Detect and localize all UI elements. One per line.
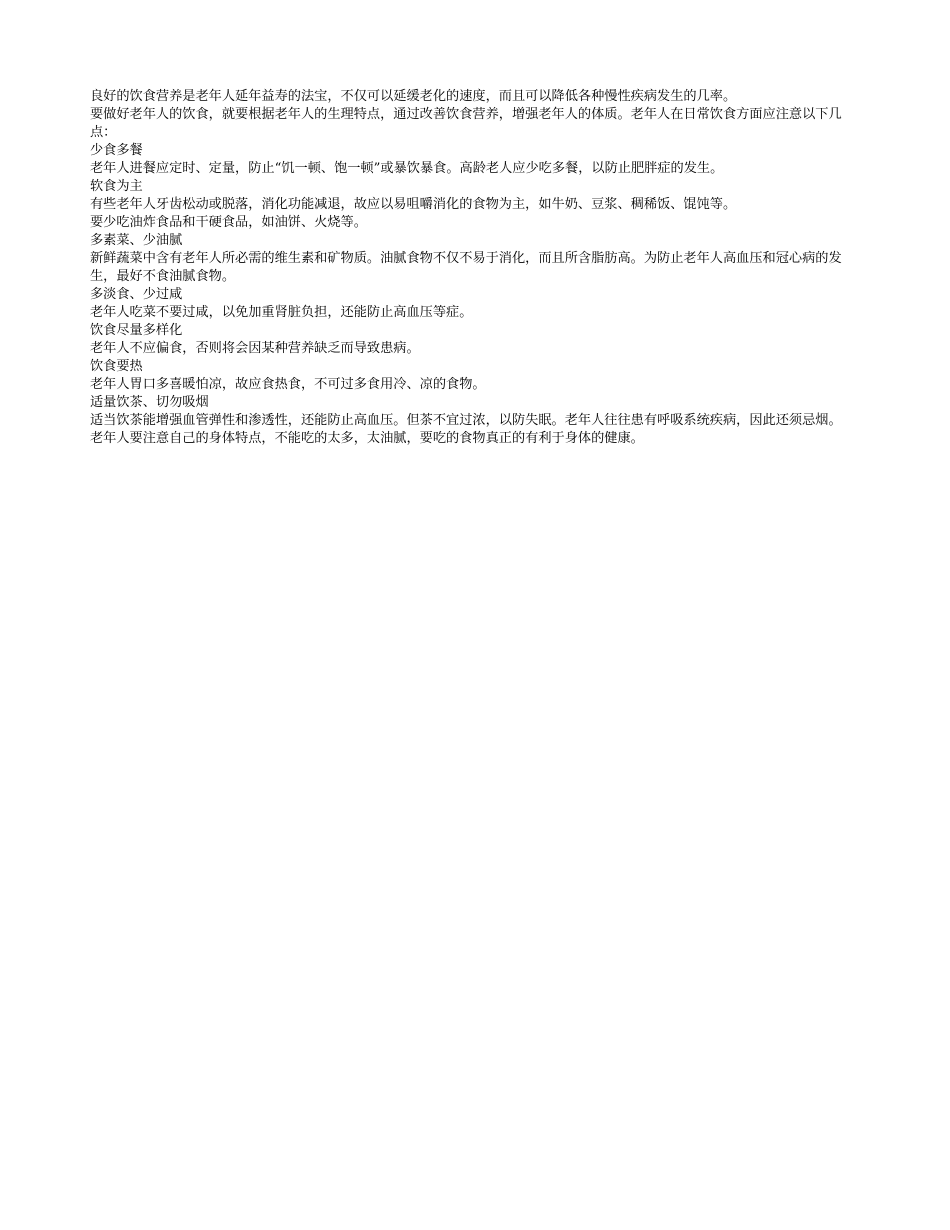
intro-paragraph-2: 要做好老年人的饮食，就要根据老年人的生理特点，通过改善饮食营养，增强老年人的体质。老年人在日常饮食方面应注意以下几点：	[90, 107, 842, 140]
section-heading-1: 少食多餐	[90, 143, 143, 158]
section-body-2b: 要少吃油炸食品和干硬食品，如油饼、火烧等。	[90, 215, 367, 230]
section-body-4: 老年人吃菜不要过咸，以免加重肾脏负担，还能防止高血压等症。	[90, 305, 473, 320]
section-body-5: 老年人不应偏食，否则将会因某种营养缺乏而导致患病。	[90, 341, 420, 356]
section-heading-4: 多淡食、少过咸	[90, 287, 183, 302]
section-heading-7: 适量饮茶、切勿吸烟	[90, 395, 209, 410]
section-heading-5: 饮食尽量多样化	[90, 323, 183, 338]
section-body-3: 新鲜蔬菜中含有老年人所必需的维生素和矿物质。油腻食物不仅不易于消化，而且所含脂肪高。为防止老年人高血压和冠心病的发生，最好不食油腻食物。	[90, 251, 842, 284]
section-heading-3: 多素菜、少油腻	[90, 233, 183, 248]
section-body-1: 老年人进餐应定时、定量，防止“饥一顿、饱一顿”或暴饮暴食。高龄老人应少吃多餐，以防止肥胖症的发生。	[90, 161, 724, 176]
section-heading-6: 饮食要热	[90, 359, 143, 374]
section-heading-2: 软食为主	[90, 179, 143, 194]
section-body-6: 老年人胃口多喜暖怕凉，故应食热食，不可过多食用冷、凉的食物。	[90, 377, 486, 392]
section-body-2: 有些老年人牙齿松动或脱落，消化功能减退，故应以易咀嚼消化的食物为主，如牛奶、豆浆、稠稀饭、馄饨等。	[90, 197, 737, 212]
section-body-7: 适当饮茶能增强血管弹性和渗透性，还能防止高血压。但茶不宜过浓，以防失眠。老年人往往患有呼吸系统疾病，因此还须忌烟。	[90, 413, 842, 428]
conclusion-paragraph: 老年人要注意自己的身体特点，不能吃的太多，太油腻，要吃的食物真正的有利于身体的健康。	[90, 431, 644, 446]
intro-paragraph-1: 良好的饮食营养是老年人延年益寿的法宝，不仅可以延缓老化的速度，而且可以降低各种慢性疾病发生的几率。	[90, 89, 737, 104]
document-page	[90, 88, 860, 448]
